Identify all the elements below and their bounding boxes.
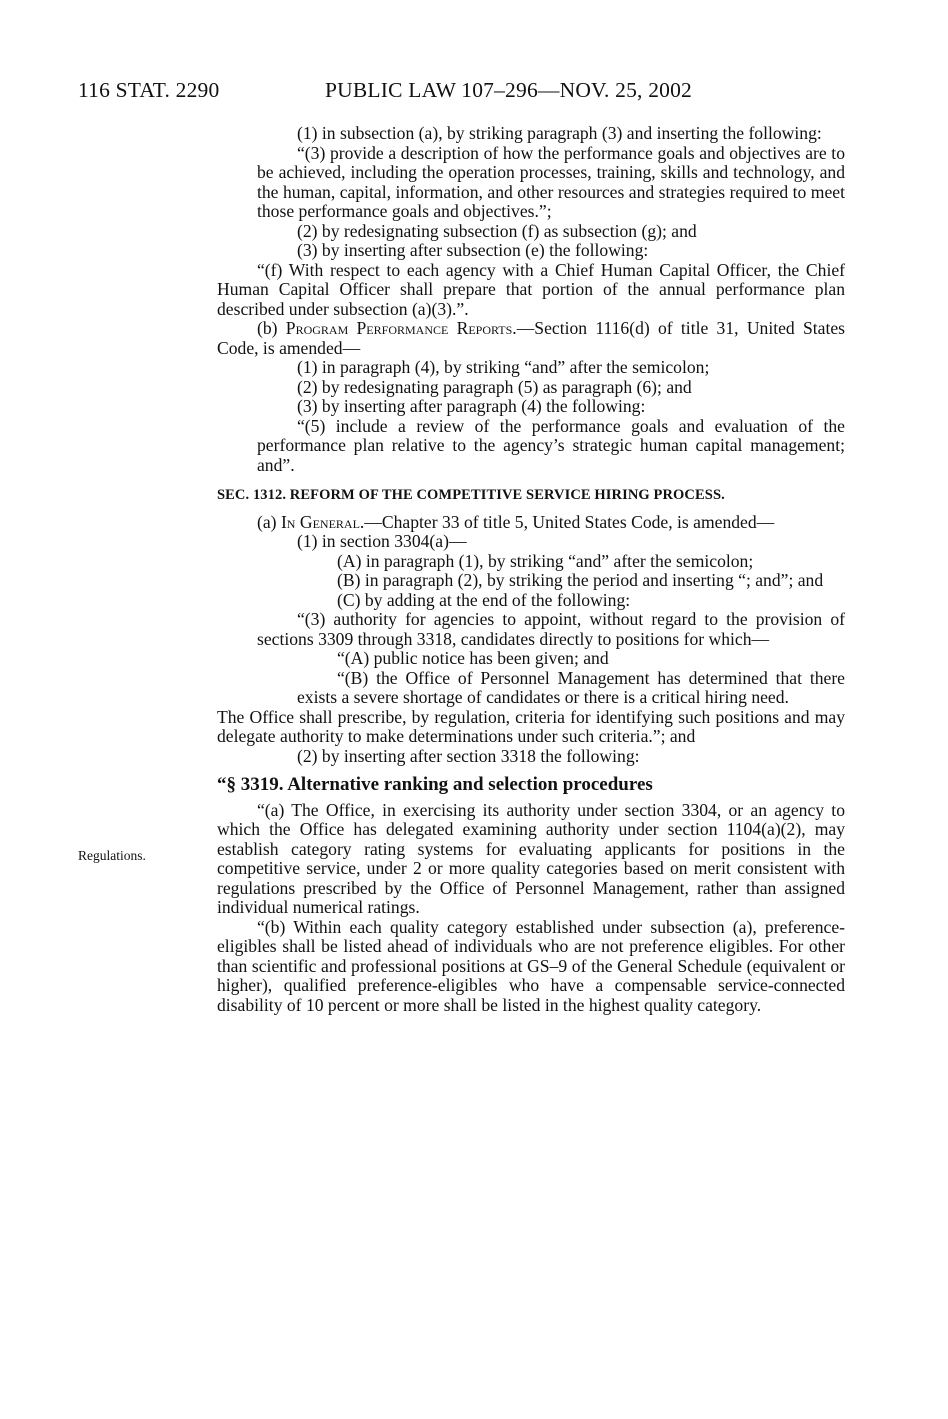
- quoted-subparagraph-A: “(A) public notice has been given; and: [337, 648, 609, 668]
- subparagraph-A: (A) in paragraph (1), by striking “and” after the semicolon;: [337, 550, 754, 571]
- section-1312-title: SEC. 1312. REFORM OF THE COMPETITIVE SERVICE HIRING PROCESS.: [217, 487, 725, 503]
- subparagraph-C: (C) by adding at the end of the following:: [337, 589, 631, 610]
- subsection-a-heading: In General: [280, 511, 360, 532]
- public-law-citation: PUBLIC LAW 107–296—NOV. 25, 2002: [325, 78, 693, 102]
- section-3319-subsection-b: “(b) Within each quality category established under subsection (a), preference-eligibles shall be listed ahead of individuals who are not preference eligibles. For other than scientific and professional positions at GS–9 of the General Schedule (equivalent or higher), qualified preference-eligibles who have a compensable service-connected disability of 10 percent or more shall be listed in the highest quality category.: [217, 916, 845, 1015]
- subsection-b-text: .—Section 1116(d) of title 31, United States Code, is amended—: [217, 318, 845, 358]
- section-3319-subsection-a: “(a) The Office, in exercising its authority under section 3304, or an agency to which the Office has delegated examining authority under section 1104(a)(2), may establish category rating systems for evaluating applicants for positions in the competitive service, under 2 or more quality categories based on merit consistent with regulations prescribed by the Office of Personnel Management, rather than assigned individual numerical ratings.: [217, 799, 845, 917]
- subparagraph-B: (B) in paragraph (2), by striking the period and inserting “; and”; and: [337, 570, 824, 590]
- page-header: [78, 78, 858, 106]
- margin-note-regulations: Regulations.: [78, 848, 146, 863]
- subsection-a-text: .—Chapter 33 of title 5, United States Code, is amended—: [359, 511, 775, 532]
- paragraph-a2: (2) by inserting after section 3318 the following:: [297, 745, 640, 766]
- subsection-b: [217, 319, 845, 358]
- paragraph-2: (2) by redesignating subsection (f) as subsection (g); and: [297, 220, 697, 241]
- regulations-paragraph: The Office shall prescribe, by regulation, criteria for identifying such positions and may delegate authority to make determinations under such criteria.”; and: [217, 706, 845, 746]
- paragraph-1: (1) in subsection (a), by striking paragraph (3) and inserting the following:: [297, 123, 822, 143]
- paragraph-3: (3) by inserting after subsection (e) the following:: [297, 240, 649, 260]
- quoted-paragraph-3: “(3) provide a description of how the performance goals and objectives are to be achieved, including the operation processes, training, skills and technology, and the human, capital, information, and other resources and strategies required to meet those performance goals and objectives.”;: [257, 142, 845, 221]
- subsection-a-number: (a): [257, 511, 281, 532]
- quoted-subsection-f: “(f) With respect to each agency with a Chief Human Capital Officer, the Chief Human Capital Officer shall prepare that portion of the annual performance plan described under subsection (a)(3).”.: [217, 259, 845, 319]
- paragraph-b2: (2) by redesignating paragraph (5) as paragraph (6); and: [297, 376, 692, 397]
- statute-page-number: 116 STAT. 2290: [78, 78, 220, 102]
- paragraph-a1: (1) in section 3304(a)—: [297, 531, 467, 551]
- subsection-b-number: (b): [257, 318, 286, 338]
- section-3319-heading: “§ 3319. Alternative ranking and selection procedures: [217, 774, 653, 795]
- subsection-a: [217, 513, 845, 533]
- quoted-paragraph-5: “(5) include a review of the performance goals and evaluation of the performance plan relative to the agency’s strategic human capital management; and”.: [257, 415, 845, 475]
- quoted-subparagraph-B: “(B) the Office of Personnel Management has determined that there exists a severe shortage of candidates or there is a critical hiring need.: [297, 667, 845, 707]
- page-body: [217, 124, 845, 1015]
- paragraph-b1: (1) in paragraph (4), by striking “and” after the semicolon;: [297, 357, 710, 377]
- subsection-b-heading: Program Performance Reports: [285, 318, 513, 338]
- quoted-paragraph-3-authority: “(3) authority for agencies to appoint, without regard to the provision of sections 3309 through 3318, candidates directly to positions for which—: [257, 609, 845, 649]
- paragraph-b3: (3) by inserting after paragraph (4) the following:: [297, 396, 646, 416]
